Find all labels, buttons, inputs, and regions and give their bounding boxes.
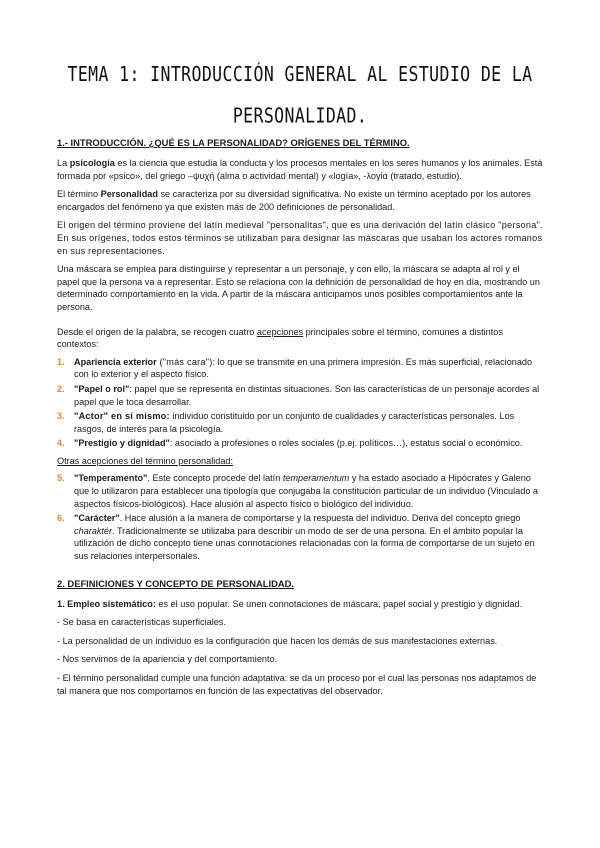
list-text: . Tradicionalmente se utilizaba para describir un modo de ser de una persona. En el ámbito popular la utilización de dicho concepto tiene unas connotaciones relacionadas con la forma de comportarse de un sujeto en sus relaciones interpersonales. xyxy=(74,525,535,562)
paragraph-origen: El origen del término proviene del latín medieval "personalitas", que es una derivación del latín clásico "persona". En sus orígenes, todos estos términos se utilizaban para designar las máscaras que usaban los actores romanos en sus representaciones. xyxy=(57,220,543,256)
list-text: individuo constituido por un conjunto de cualidades y características personales. Los rasgos, de interés para la psicología. xyxy=(74,411,515,434)
list-term-note: ("más cara") xyxy=(156,356,213,367)
term-personalidad: Personalidad xyxy=(100,189,158,200)
list-item xyxy=(57,356,543,381)
page-title-line-1: TEMA 1: INTRODUCCIÓN GENERAL AL ESTUDIO DE LA xyxy=(67,62,533,86)
page-title-line-2: PERSONALIDAD. xyxy=(232,104,368,128)
list-number: 3. xyxy=(57,411,65,422)
list-text: : papel que se representa en distintas situaciones. Son las características de un personaje acordes al papel que le toca desarrollar. xyxy=(74,383,540,407)
other-acepciones-heading: Otras acepciones del término personalidad: xyxy=(57,455,234,466)
section-2-heading: 2. DEFINICIONES Y CONCEPTO DE PERSONALIDAD. xyxy=(57,577,295,589)
list-term: "Papel o rol" xyxy=(74,383,130,394)
term-psicologia: psicología xyxy=(69,158,115,168)
list-text: y ha estado asociado a Hipócrates y Galeno que lo utilizaron para establecer una tipología que conjugaba la constitución particular de un individuo (Vinculado a aspectos físicos-biológicos). Hace alusión al aspecto físico o biológico del individuo. xyxy=(74,473,538,509)
list-text: : lo que se transmite en una primera impresión. Es más superficial, relacionado con lo exterior y el aspecto físico. xyxy=(74,356,533,380)
paragraph-mascara: Una máscara se emplea para distinguirse y representar a un personaje, y con ello, la máscara se adapta al rol y el papel que la persona va a representar. Esto se relaciona con la definición de personalidad de hoy en día, mostrando un determinado comportamiento en la vida. A partir de la máscara anticipamos unos posibles comportamientos ante la persona. xyxy=(57,264,540,312)
paragraph-personalidad xyxy=(57,188,543,213)
other-acepciones-list xyxy=(57,472,543,562)
list-term: "Prestigio y dignidad" xyxy=(74,438,170,449)
text: principales sobre el término, comunes a distintos contextos: xyxy=(57,326,503,350)
list-term: "Carácter" xyxy=(74,513,120,524)
text: La xyxy=(57,158,70,168)
list-term: "Actor" en sí mismo: xyxy=(74,411,170,422)
dash-item: - Nos servimos de la apariencia y del comportamiento. xyxy=(57,654,278,665)
paragraph-empleo-sistematico xyxy=(57,598,543,611)
list-text: . Este concepto procede del latín xyxy=(147,473,283,484)
page-title xyxy=(40,54,560,137)
dash-item: - Se basa en características superficiales. xyxy=(57,617,226,628)
list-text: . Hace alusión a la manera de comportarse y la respuesta del individuo. Deriva del concepto griego xyxy=(119,513,521,524)
list-number: 1. xyxy=(57,356,65,367)
text: se caracteriza por su diversidad significativa. No existe un término aceptado por los autores encargados del fenómeno ya que existen más de 200 definiciones de personalidad. xyxy=(57,189,531,212)
list-term: Apariencia exterior xyxy=(74,356,157,367)
list-item xyxy=(57,472,543,510)
list-item xyxy=(57,410,543,435)
list-item xyxy=(57,383,543,408)
dash-item: - La personalidad de un individuo es la configuración que hacen los demás de sus manifestaciones externas. xyxy=(57,635,498,646)
text: es el uso popular. Se unen connotaciones de máscara, papel social y prestigio y dignidad. xyxy=(155,598,523,609)
list-number: 4. xyxy=(57,438,65,449)
paragraph-psicologia xyxy=(57,157,543,182)
list-item xyxy=(57,437,543,450)
document-body xyxy=(57,136,543,697)
list-text: : asociado a profesiones o roles sociales (p.ej. políticos…), estatus social o económico. xyxy=(169,438,523,449)
list-number: 6. xyxy=(57,513,65,524)
list-term: "Temperamento" xyxy=(74,473,148,484)
list-italic-term: charaktér xyxy=(74,525,113,536)
term-empleo-sistematico: 1. Empleo sistemático: xyxy=(57,598,156,609)
acepciones-list xyxy=(57,356,543,450)
section-1-heading: 1.- INTRODUCCIÓN. ¿QUÉ ES LA PERSONALIDAD? ORÍGENES DEL TÉRMINO. xyxy=(57,137,410,148)
paragraph-acepciones xyxy=(57,326,543,351)
list-italic-term: temperamentum xyxy=(282,473,350,484)
list-item xyxy=(57,512,543,562)
dash-item: - El término personalidad cumple una función adaptativa: se da un proceso por el cual las personas nos adaptamos de tal manera que nos comportamos en función de las expectativas del observador. xyxy=(57,673,537,696)
text: El término xyxy=(57,189,101,200)
text: Desde el origen de la palabra, se recogen cuatro xyxy=(57,326,257,337)
list-number: 2. xyxy=(57,383,65,394)
term-acepciones: acepciones xyxy=(256,326,304,337)
list-number: 5. xyxy=(57,473,65,484)
text: es la ciencia que estudia la conducta y los procesos mentales en los seres humanos y los animales. Está formada por «psico», del griego ‒ψυχή (alma o actividad mental) y «logía», -λογία (tratado, estudio). xyxy=(57,158,543,181)
